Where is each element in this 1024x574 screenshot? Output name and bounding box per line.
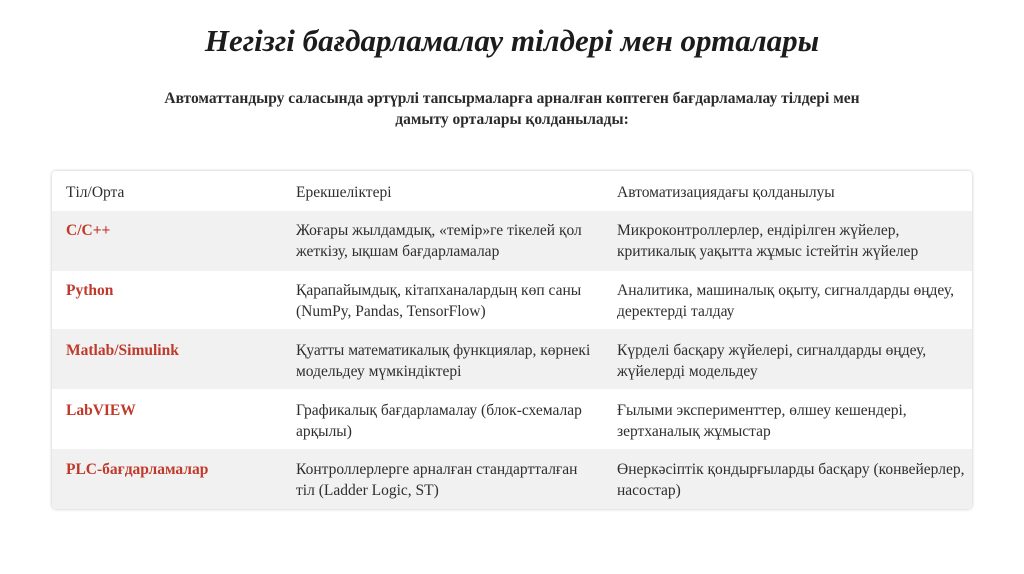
features-text: Қарапайымдық, кітапханалардың көп саны (NumPy, Pandas, TensorFlow) — [296, 282, 582, 320]
features-text: Контроллерлерге арналған стандартталған тіл (Ladder Logic, ST) — [296, 461, 578, 499]
usage-text: Өнеркәсіптік қондырғыларды басқару (конвейерлер, насостар) — [617, 461, 965, 499]
language-name: LabVIEW — [66, 402, 136, 419]
usage-text: Микроконтроллерлер, ендірілген жүйелер, критикалық уақытта жұмыс істейтін жүйелер — [617, 222, 919, 260]
features-text: Қуатты математикалық функциялар, көрнекі модельдеу мүмкіндіктері — [296, 342, 591, 380]
header-language: Тіл/Орта — [66, 184, 125, 201]
features-text: Графикалық бағдарламалау (блок-схемалар арқылы) — [296, 402, 582, 440]
language-name: Matlab/Simulink — [66, 342, 179, 359]
language-name: Python — [66, 282, 114, 299]
table-header-row — [52, 171, 972, 211]
table-row — [52, 449, 972, 509]
table-row — [52, 271, 972, 329]
header-usage: Автоматизациядағы қолданылуы — [617, 184, 835, 201]
language-name: PLC-бағдарламалар — [66, 461, 209, 478]
slide-title: Негізгі бағдарламалау тілдері мен орталары — [204, 23, 820, 58]
language-name: C/C++ — [66, 222, 111, 239]
usage-text: Аналитика, машиналық оқыту, сигналдарды өңдеу, деректерді талдау — [617, 282, 954, 320]
header-features: Ерекшеліктері — [296, 184, 392, 201]
usage-text: Күрделі басқару жүйелері, сигналдарды өңдеу, жүйелерді модельдеу — [617, 342, 927, 380]
table-row — [52, 389, 972, 449]
languages-table — [52, 171, 972, 509]
table-row — [52, 211, 972, 271]
usage-text: Ғылыми эксперименттер, өлшеу кешендері, зертханалық жұмыстар — [617, 402, 907, 440]
features-text: Жоғары жылдамдық, «темір»ге тікелей қол жеткізу, ықшам бағдарламалар — [296, 222, 582, 260]
table-row — [52, 329, 972, 389]
slide-subtitle: Автоматтандыру саласында әртүрлі тапсырмаларға арналған көптеген бағдарламалау тілдері мен дамыту орталары қолданылады: — [164, 90, 860, 128]
